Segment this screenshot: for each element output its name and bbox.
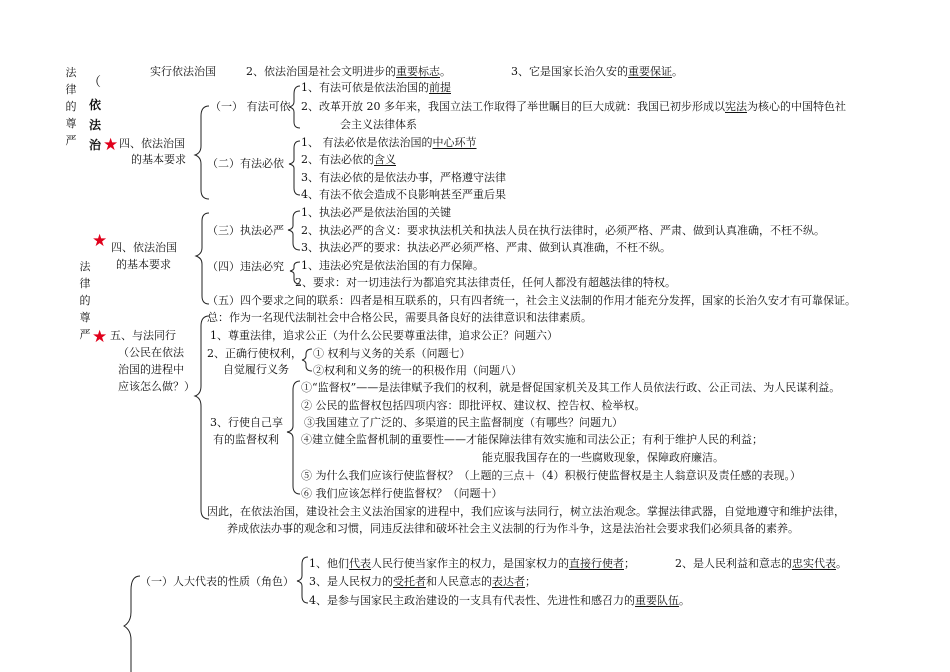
part5-label-1: 五、与法同行 [110,329,176,342]
point3-item2: ② 公民的监督权包括四项内容：即批评权、建议权、控告权、检举权。 [301,399,646,412]
point3-label-2: 有的监督权利 [213,433,279,446]
point2-label-2: 自觉履行义务 [223,363,289,376]
group4-label: （四）违法必究 [207,260,284,273]
part4-label-2: 的基本要求 [131,153,186,166]
point3-item5: ⑤ 为什么我们应该行使监督权？（上题的三点＋（4）积极行使监督权是主人翁意识及责任感的表现。） [301,469,801,482]
point3-item4b: 能克服我国存在的一些腐败现象，保障政府廉洁。 [482,451,724,464]
deputy-item1: 1、他们代表人民行使当家作主的权力，是国家权力的直接行使者； 2、是人民利益和意志的忠实代表。 [309,557,847,570]
group1-item2-cont: 会主义法律体系 [340,118,417,131]
part4-label-2: 的基本要求 [116,258,171,271]
point3-item6: ⑥ 我们应该怎样行使监督权？（问题十） [301,487,503,500]
group2-item2: 2、有法必依的含义 [301,153,396,166]
part5-label-2: （公民在依法 [118,346,184,359]
star-icon: ★ [92,231,108,251]
conclusion-line-1: 因此，在依法治国，建设社会主义法治国家的进程中，我们应该与法同行，树立法治观念。掌握法律武器，自觉地遵守和维护法律， [207,505,845,518]
group4-item1: 1、违法必究是依法治国的有力保障。 [301,259,484,272]
part4-label-1: 四、依法治国 [119,137,185,150]
point2-label-1: 2、正确行使权利， [207,347,302,360]
group2-label: （二）有法必依 [207,157,284,170]
deputy-nature-label: （一）人大代表的性质（角色） [140,575,294,588]
point3-item3: ③我国建立了广泛的、多渠道的民主监督制度（有哪些？问题九） [304,416,623,429]
vertical-title-1: 法律的尊严 [65,66,77,147]
paren-open: （ [88,75,102,90]
point1-text: 1、尊重法律，追求公正（为什么公民要尊重法律，追求公正？问题六） [210,329,558,342]
part5-label-4: 应该怎么做？） [118,380,195,393]
vertical-subtitle: 依法治 [88,98,101,152]
point3-item1: ①“监督权”——是法律赋予我们的权利，就是督促国家机关及其工作人员依法行政、公正司法、为人民谋利益。 [301,381,841,394]
group2-item4: 4、有法不依会造成不良影响甚至严重后果 [301,188,506,201]
summary-text: 总：作为一名现代法制社会中合格公民，需要具备良好的法律意识和法律素质。 [207,311,592,324]
star-icon: ★ [103,135,119,155]
group3-item1: 1、执法必严是依法治国的关键 [301,206,451,219]
deputy-item3: 3、是人民权力的受托者和人民意志的表达者； [309,575,536,588]
point2-item2: ②权利和义务的统一的积极作用（问题八） [313,364,522,377]
vertical-title-2: 法律的尊严 [79,260,91,341]
group4-item2: 2、要求：对一切违法行为都追究其法律责任，任何人都没有超越法律的特权。 [295,276,676,289]
conclusion-line-2: 养成依法办事的观念和习惯，同违反法律和破坏社会主义法制的行为作斗争，这是法治社会要求我们必须具备的素养。 [227,522,799,535]
group2-item3: 3、有法必依的是依法办事，严格遵守法律 [301,171,506,184]
star-icon: ★ [92,327,108,347]
point2-item1: ① 权利与义务的关系（问题七） [313,347,471,360]
group1-item2: 2、改革开放 20 多年来，我国立法工作取得了举世瞩目的巨大成就：我国已初步形成以宪法为核心的中国特色社 [301,100,846,113]
group5-text: （五）四个要求之间的联系：四者是相互联系的，只有四者统一，社会主义法制的作用才能充分发挥，国家的长治久安才有可靠保证。 [207,294,856,307]
group3-label: （三）执法必严 [207,224,284,237]
point3-label-1: 3、行使自己享 [210,416,283,429]
point3-item4a: ④建立健全监督机制的重要性——才能保障法律有效实施和司法公正；有利于维护人民的利益； [301,433,763,446]
part4-label-1: 四、依法治国 [111,241,177,254]
heading-line: 实行依法治国 2、依法治国是社会文明进步的重要标志。 3、它是国家长治久安的重要保证。 [150,65,683,78]
group3-item3: 3、执法必严的要求：执法必严必须严格、严肃、做到认真准确，不枉不纵。 [301,241,671,254]
group1-label: （一） 有法可依 [210,100,291,113]
deputy-item4: 4、是参与国家民主政治建设的一支具有代表性、先进性和感召力的重要队伍。 [309,594,690,607]
group1-item1: 1、有法可依是依法治国的前提 [301,81,451,94]
part5-label-3: 治国的进程中 [118,363,184,376]
group3-item2: 2、执法必严的含义：要求执法机关和执法人员在执行法律时，必须严格、严肃、做到认真准确，不枉不纵。 [301,224,825,237]
group2-item1: 1、 有法必依是依法治国的中心环节 [301,136,477,149]
